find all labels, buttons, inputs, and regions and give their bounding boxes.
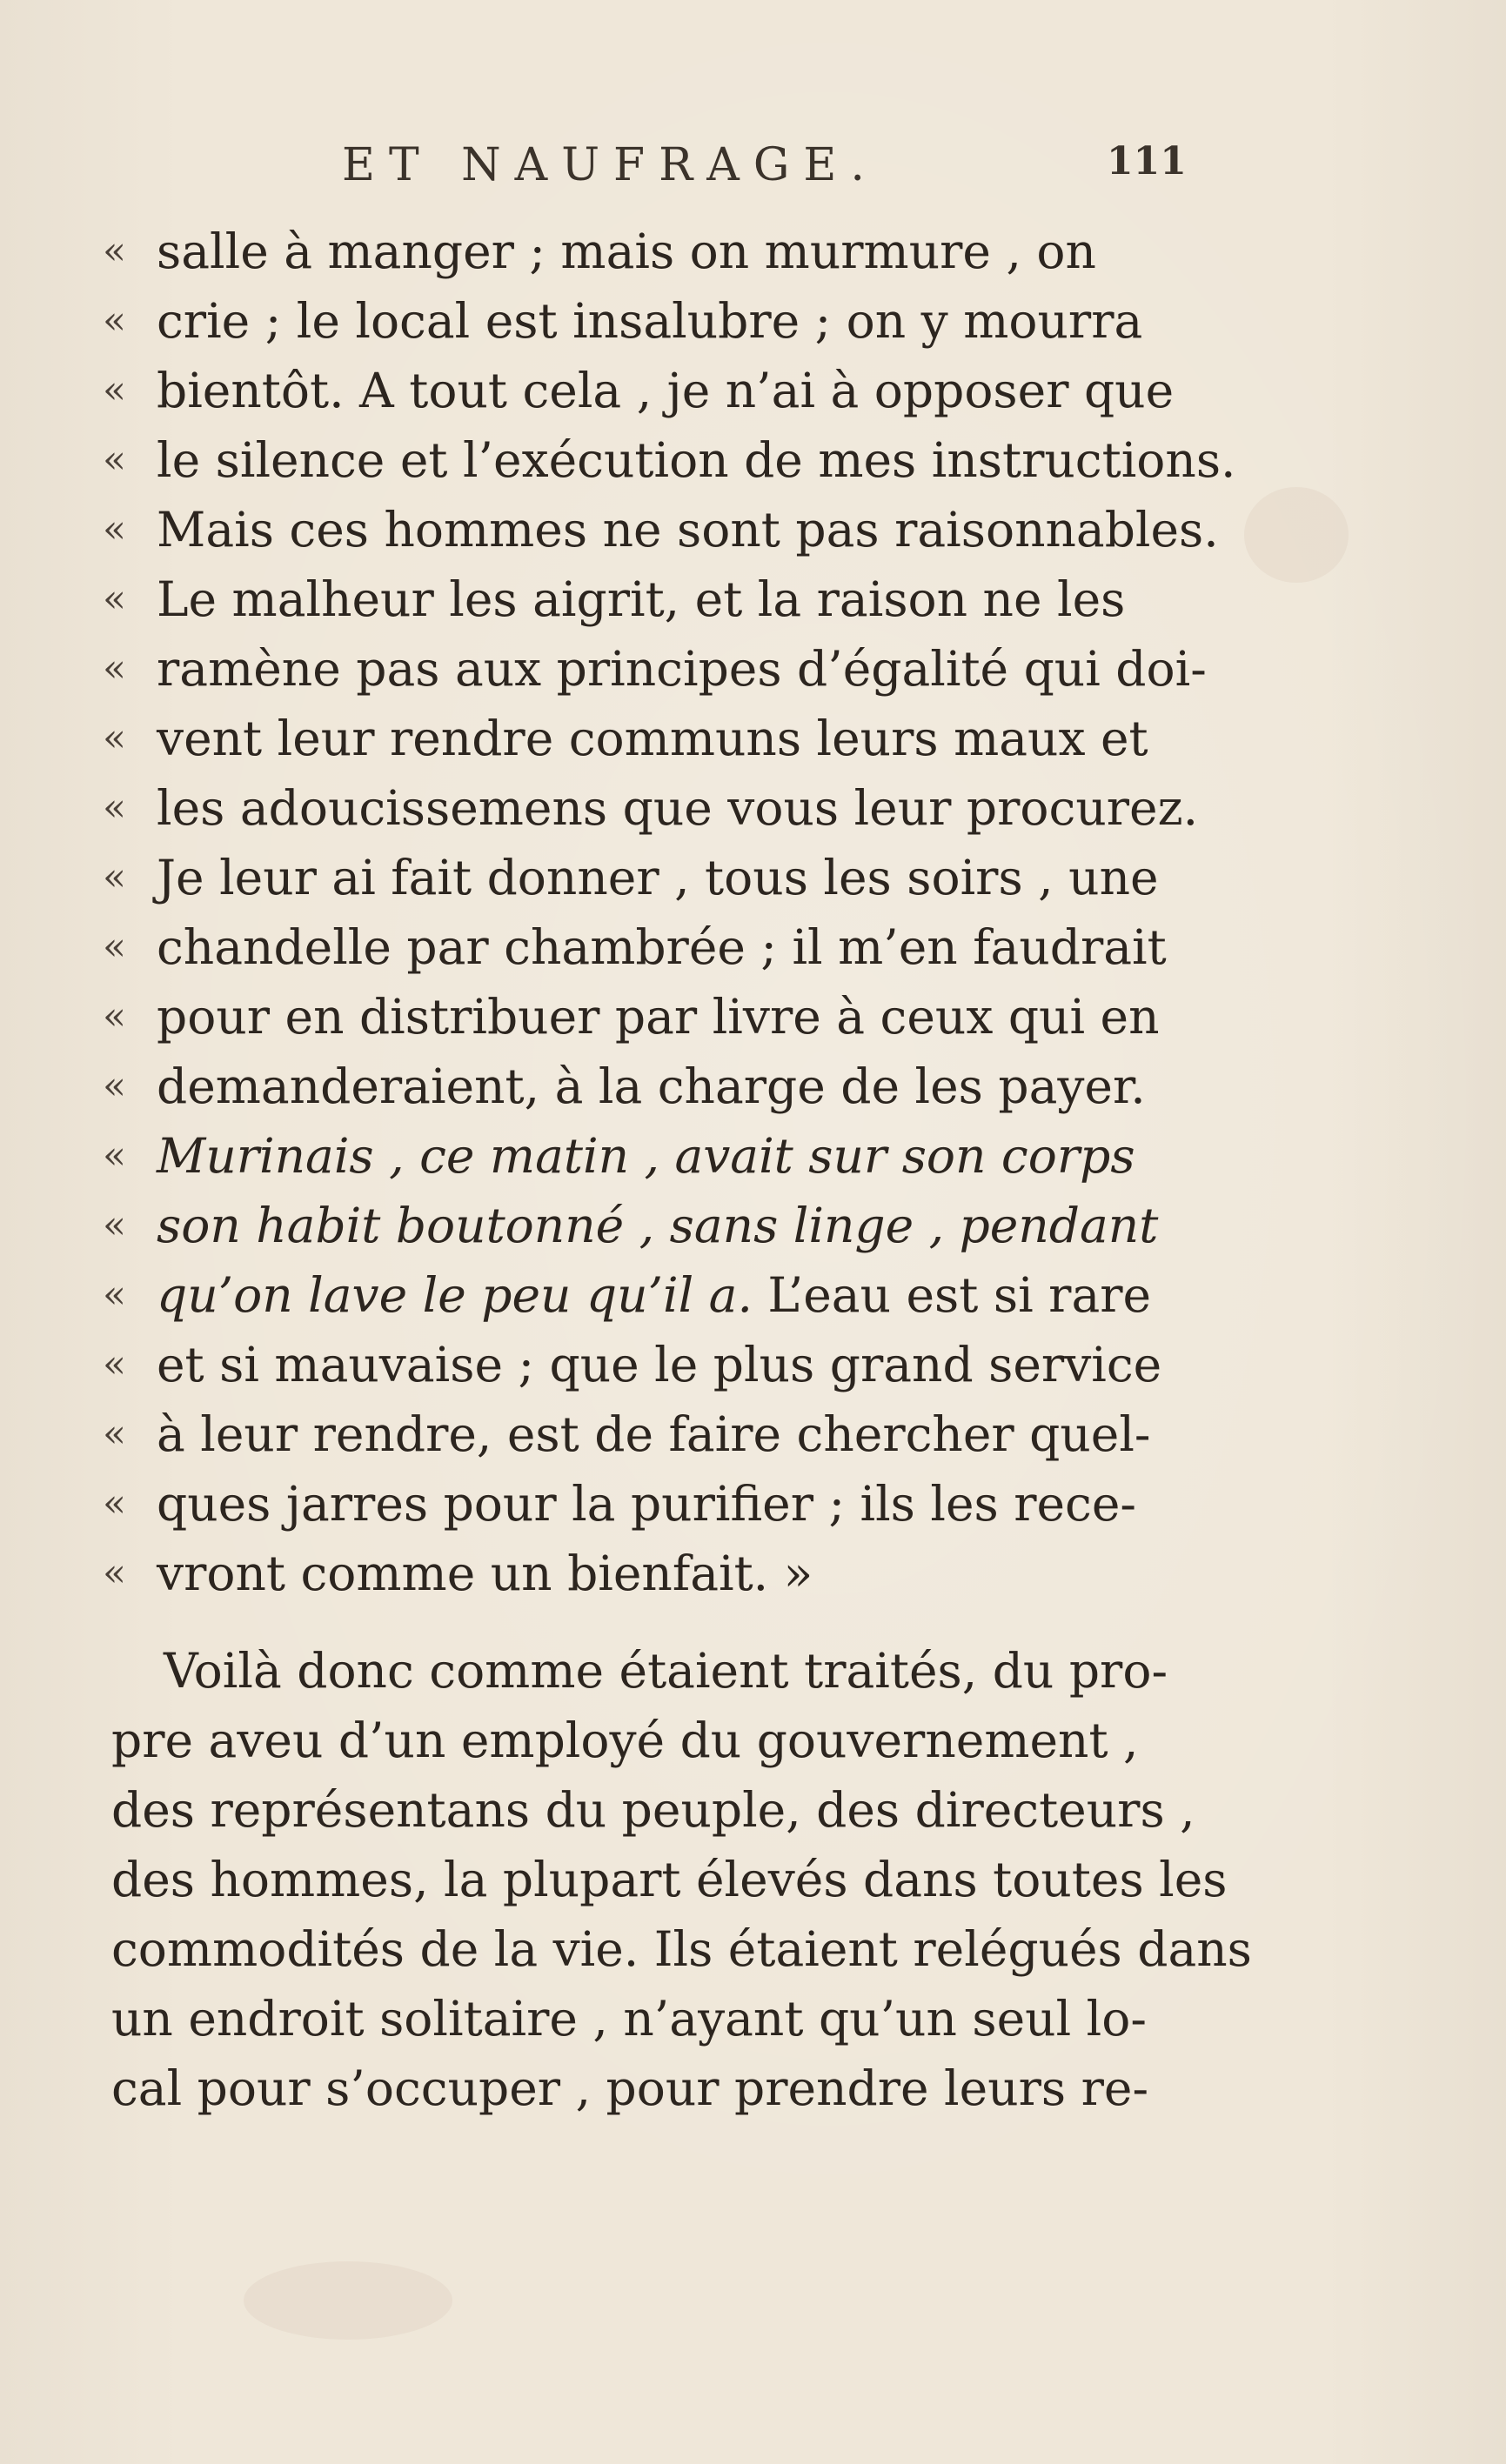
quote-mark: « xyxy=(103,855,126,899)
line-text: Je leur ai fait donner , tous les soirs , une xyxy=(157,850,1159,905)
paragraph-line: des hommes, la plupart élevés dans toutes les xyxy=(111,1852,1228,1907)
paragraph-line: un endroit solitaire , n’ayant qu’un seul lo- xyxy=(111,1991,1147,2047)
paragraph-line: commodités de la vie. Ils étaient relégués dans xyxy=(111,1921,1252,1977)
line-text: vront comme un bienfait. » xyxy=(157,1546,813,1601)
line-text: chandelle par chambrée ; il m’en faudrait xyxy=(157,919,1167,975)
quote-mark: « xyxy=(103,994,126,1038)
line-text-mixed xyxy=(157,1261,1151,1329)
quote-mark: « xyxy=(103,368,126,412)
line-text: vent leur rendre communs leurs maux et xyxy=(157,711,1148,766)
line-text: Le malheur les aigrit, et la raison ne les xyxy=(157,571,1126,627)
line-text-italic: qu’on lave le peu qu’il a. xyxy=(157,1267,753,1323)
page-number: 111 xyxy=(1107,139,1187,184)
line-text: les adoucissemens que vous leur procurez. xyxy=(157,780,1199,836)
running-title: ET NAUFRAGE. xyxy=(342,139,879,191)
paragraph-line: Voilà donc comme étaient traités, du pro- xyxy=(164,1643,1168,1699)
paper-stain xyxy=(244,2261,452,2340)
quote-mark: « xyxy=(103,925,126,969)
quote-mark: « xyxy=(103,298,126,343)
line-text: ques jarres pour la purifier ; ils les rece- xyxy=(157,1476,1136,1532)
line-text: le silence et l’exécution de mes instructions. xyxy=(157,432,1236,488)
quote-mark: « xyxy=(103,1551,126,1595)
line-text: bientôt. A tout cela , je n’ai à opposer que xyxy=(157,363,1175,418)
paragraph-line: cal pour s’occuper , pour prendre leurs re- xyxy=(111,2060,1149,2116)
quote-mark: « xyxy=(103,1064,126,1108)
line-text-italic: Murinais , ce matin , avait sur son corps xyxy=(157,1128,1135,1184)
line-text: à leur rendre, est de faire chercher quel- xyxy=(157,1406,1151,1462)
line-text: demanderaient, à la charge de les payer. xyxy=(157,1058,1146,1114)
line-text: ramène pas aux principes d’égalité qui doi- xyxy=(157,641,1207,697)
quote-mark: « xyxy=(103,1272,126,1317)
paper-stain xyxy=(1244,487,1349,583)
line-text-italic: son habit boutonné , sans linge , pendant xyxy=(157,1198,1159,1253)
running-header xyxy=(0,139,1506,200)
line-text: pour en distribuer par livre à ceux qui en xyxy=(157,989,1160,1045)
line-text: salle à manger ; mais on murmure , on xyxy=(157,224,1096,279)
line-text: et si mauvaise ; que le plus grand service xyxy=(157,1337,1162,1392)
paragraph-line: des représentans du peuple, des directeurs , xyxy=(111,1782,1195,1838)
quote-mark: « xyxy=(103,229,126,273)
quote-mark: « xyxy=(103,1481,126,1526)
quote-mark: « xyxy=(103,1412,126,1456)
quote-mark: « xyxy=(103,785,126,830)
quote-mark: « xyxy=(103,437,126,482)
quote-mark: « xyxy=(103,1342,126,1386)
line-text: crie ; le local est insalubre ; on y mourra xyxy=(157,293,1143,349)
quote-mark: « xyxy=(103,507,126,551)
quote-mark: « xyxy=(103,716,126,760)
quote-mark: « xyxy=(103,1203,126,1247)
quote-mark: « xyxy=(103,577,126,621)
quote-mark: « xyxy=(103,1133,126,1178)
line-text-tail: L’eau est si rare xyxy=(752,1267,1152,1323)
quote-mark: « xyxy=(103,646,126,691)
line-text: Mais ces hommes ne sont pas raisonnables. xyxy=(157,502,1219,558)
paragraph-line: pre aveu d’un employé du gouvernement , xyxy=(111,1713,1139,1768)
